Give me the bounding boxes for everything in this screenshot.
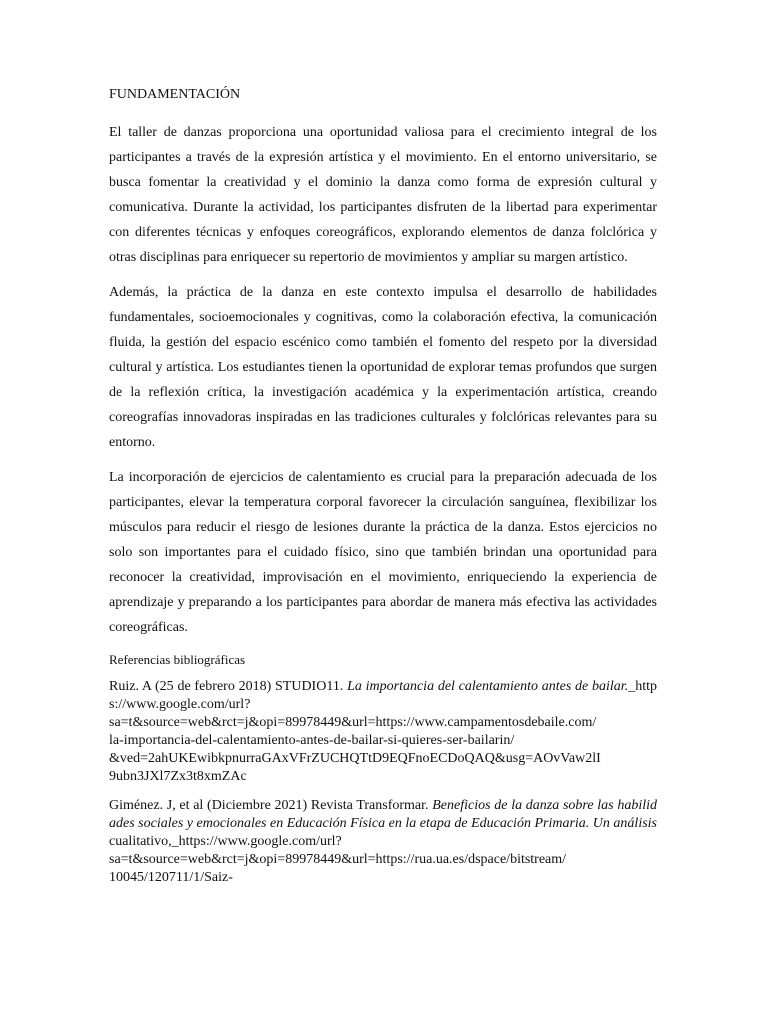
reference-1-url-line-1[interactable]: _https://www.google.com/url?: [109, 679, 657, 712]
document-title: FUNDAMENTACIÓN: [109, 87, 241, 102]
reference-1-url-line-5[interactable]: 9ubn3JXl7Zx3t8xmZAc: [109, 769, 247, 784]
reference-2-title: Beneficios de la danza sobre las habilidades sociales y emocionales en Educación Física en la etapa de Educación Primaria. Un análisis: [109, 798, 657, 831]
reference-2-author: Giménez. J, et al (Diciembre 2021) Revista Transformar.: [109, 798, 433, 813]
references-heading: Referencias bibliográficas: [109, 652, 246, 667]
reference-2-url-line-2[interactable]: sa=t&source=web&rct=j&opi=89978449&url=https://rua.ua.es/dspace/bitstream/: [109, 852, 567, 867]
reference-1-url-line-3[interactable]: la-importancia-del-calentamiento-antes-de-bailar-si-quieres-ser-bailarin/: [109, 733, 515, 748]
reference-1: [109, 678, 657, 786]
paragraph-1: El taller de danzas proporciona una oportunidad valiosa para el crecimiento integral de los participantes a través de la expresión artística y el movimiento. En el entorno universitario, se busca fomentar la creatividad y el dominio la danza como forma de expresión cultural y comunicativa. Durante la actividad, los participantes disfruten de la libertad para experimentar con diferentes técnicas y enfoques coreográficos, explorando elementos de danza folclórica y otras disciplinas para enriquecer su repertorio de movimientos y ampliar su margen artístico.: [109, 125, 657, 265]
reference-2-url-line-3[interactable]: 10045/120711/1/Saiz-: [109, 870, 233, 885]
reference-1-url-line-2[interactable]: sa=t&source=web&rct=j&opi=89978449&url=https://www.campamentosdebaile.com/: [109, 715, 597, 730]
reference-1-url-line-4[interactable]: &ved=2ahUKEwibkpnurraGAxVFrZUCHQTtD9EQFnoECDoQAQ&usg=AOvVaw2lI: [109, 751, 601, 766]
reference-1-title: La importancia del calentamiento antes de bailar.: [347, 679, 629, 694]
reference-2: [109, 797, 657, 887]
reference-2-url-line-1[interactable]: _https://www.google.com/url?: [171, 834, 342, 849]
reference-2-tail: cualitativo,: [109, 834, 172, 849]
paragraph-3: La incorporación de ejercicios de calentamiento es crucial para la preparación adecuada de los participantes, elevar la temperatura corporal favorecer la circulación sanguínea, flexibilizar los músculos para reducir el riesgo de lesiones durante la práctica de la danza. Estos ejercicios no solo son importantes para el cuidado físico, sino que también brindan una oportunidad para reconocer la creatividad, improvisación en el movimiento, enriqueciendo la experiencia de aprendizaje y preparando a los participantes para abordar de manera más efectiva las actividades coreográficas.: [109, 470, 657, 635]
reference-1-author: Ruiz. A (25 de febrero 2018) STUDIO11.: [109, 679, 348, 694]
paragraph-2: Además, la práctica de la danza en este contexto impulsa el desarrollo de habilidades fundamentales, socioemocionales y cognitivas, como la colaboración efectiva, la comunicación fluida, la gestión del espacio escénico como también el fomento del respeto por la diversidad cultural y artística. Los estudiantes tienen la oportunidad de explorar temas profundos que surgen de la reflexión crítica, la investigación académica y la experimentación artística, creando coreografías innovadoras inspiradas en las tradiciones culturales y folclóricas relevantes para su entorno.: [109, 285, 657, 450]
document-page: [109, 84, 657, 898]
